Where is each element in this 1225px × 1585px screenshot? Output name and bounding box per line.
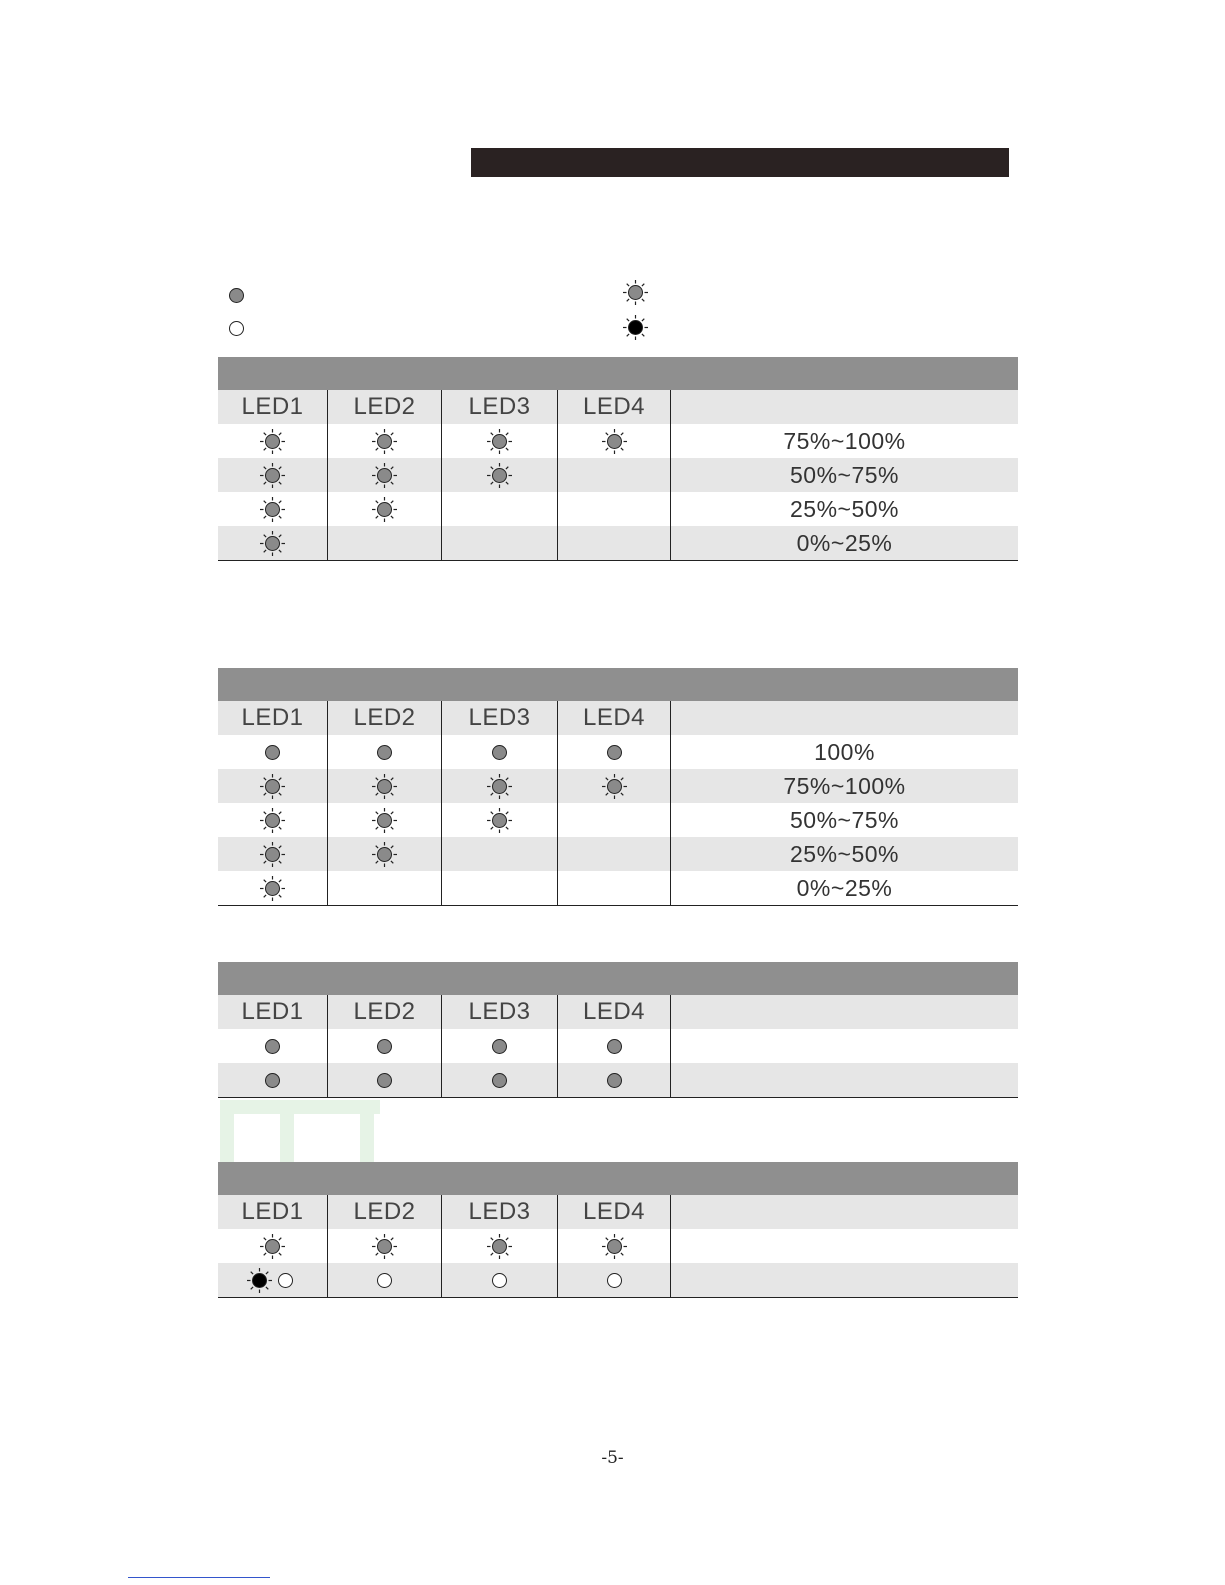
led-flash-icon <box>376 433 393 450</box>
led-cell <box>558 871 671 905</box>
led-cell <box>328 1263 442 1297</box>
led-on-icon <box>491 1038 508 1055</box>
led-on-icon <box>376 1072 393 1089</box>
led-on-icon <box>606 1072 623 1089</box>
led-cell <box>328 803 442 837</box>
table-row <box>218 1063 1018 1098</box>
led-cell <box>442 1063 558 1097</box>
led-cell <box>218 458 328 492</box>
led-cell <box>442 526 558 560</box>
led-cell <box>328 769 442 803</box>
legend-red <box>627 319 644 337</box>
led-flash-icon <box>264 812 281 829</box>
led-cell <box>442 458 558 492</box>
table-header-row <box>218 390 1018 424</box>
led-flash-icon <box>376 1238 393 1255</box>
led-cell <box>328 526 442 560</box>
led-cell <box>442 1029 558 1063</box>
led-cell <box>558 735 671 769</box>
led-cell <box>558 1263 671 1297</box>
led-cell <box>328 458 442 492</box>
charge-level-label: 75%~100% <box>783 772 906 799</box>
led-flash-icon <box>491 467 508 484</box>
table-row <box>218 526 1018 561</box>
led-flash-icon <box>491 778 508 795</box>
led-cell <box>442 871 558 905</box>
led-cell <box>442 1229 558 1263</box>
led-red-flash-icon <box>627 319 644 336</box>
column-header: LED2 <box>353 1198 416 1225</box>
table-row <box>218 1263 1018 1298</box>
led-flash-icon <box>376 501 393 518</box>
column-header: LED1 <box>241 393 304 420</box>
column-header: LED1 <box>241 1198 304 1225</box>
column-header: LED1 <box>241 704 304 731</box>
led-cell <box>328 1229 442 1263</box>
led-cell <box>442 492 558 526</box>
led-flash-icon <box>264 433 281 450</box>
led-cell <box>218 526 328 560</box>
charge-level-label: 25%~50% <box>790 495 899 522</box>
table-title-bar <box>218 962 1018 995</box>
led-on-icon <box>376 744 393 761</box>
led-flash-icon <box>606 1238 623 1255</box>
column-header: LED1 <box>241 998 304 1025</box>
led-table-2 <box>218 668 1018 906</box>
column-header: LED2 <box>353 704 416 731</box>
led-flash-icon <box>376 812 393 829</box>
table-row <box>218 1029 1018 1063</box>
led-cell <box>558 458 671 492</box>
table-row <box>218 871 1018 906</box>
led-cell <box>442 1263 558 1297</box>
table-row <box>218 803 1018 837</box>
led-off-icon <box>606 1272 623 1289</box>
led-on-icon <box>606 744 623 761</box>
led-cell <box>442 803 558 837</box>
page-number: -5- <box>601 1448 624 1468</box>
led-cell <box>558 1229 671 1263</box>
charge-level-label: 0%~25% <box>796 874 893 901</box>
column-header: LED2 <box>353 393 416 420</box>
table-header-row <box>218 1195 1018 1229</box>
led-red-flash-icon <box>251 1272 268 1289</box>
led-flash-icon <box>264 535 281 552</box>
led-flash-icon <box>376 846 393 863</box>
table-row <box>218 837 1018 871</box>
led-cell <box>218 1229 328 1263</box>
charge-level-label: 25%~50% <box>790 840 899 867</box>
led-flash-icon <box>491 1238 508 1255</box>
led-cell <box>558 803 671 837</box>
led-cell <box>558 837 671 871</box>
table-header-row <box>218 995 1018 1029</box>
led-cell <box>558 1063 671 1097</box>
led-cell <box>558 424 671 458</box>
charge-level-label: 100% <box>814 738 875 765</box>
legend-off <box>228 320 245 338</box>
column-header: LED4 <box>582 1198 646 1225</box>
led-on-icon <box>606 1038 623 1055</box>
legend-on <box>228 287 245 305</box>
table-row <box>218 492 1018 526</box>
led-flash-icon <box>606 433 623 450</box>
led-flash-icon <box>491 433 508 450</box>
column-header: LED3 <box>468 998 531 1025</box>
charge-level-label: 50%~75% <box>790 806 899 833</box>
table-row <box>218 458 1018 492</box>
led-flash-icon <box>264 467 281 484</box>
column-header: LED4 <box>582 998 646 1025</box>
led-cell <box>558 1029 671 1063</box>
column-header: LED3 <box>468 393 531 420</box>
led-flash-icon <box>264 880 281 897</box>
led-cell <box>218 803 328 837</box>
table-row <box>218 424 1018 458</box>
led-cell <box>328 871 442 905</box>
led-table-1 <box>218 357 1018 561</box>
led-cell <box>442 424 558 458</box>
led-cell <box>558 769 671 803</box>
led-flash-icon <box>491 812 508 829</box>
led-cell <box>218 871 328 905</box>
led-cell <box>218 837 328 871</box>
led-cell <box>218 769 328 803</box>
led-on-icon <box>264 744 281 761</box>
section-title-bar <box>471 148 1009 177</box>
led-cell <box>558 492 671 526</box>
led-off-icon <box>491 1272 508 1289</box>
led-flash-icon <box>264 846 281 863</box>
table-title-bar <box>218 357 1018 390</box>
led-cell <box>218 1029 328 1063</box>
led-on-icon <box>228 287 245 304</box>
footer-rule <box>128 1577 270 1578</box>
led-cell <box>442 769 558 803</box>
led-cell <box>218 492 328 526</box>
led-cell <box>442 837 558 871</box>
led-on-icon <box>264 1072 281 1089</box>
led-off-icon <box>277 1272 294 1289</box>
led-on-icon <box>264 1038 281 1055</box>
led-cell <box>218 1263 328 1297</box>
led-on-icon <box>491 744 508 761</box>
table-row <box>218 735 1018 769</box>
led-flash-icon <box>376 467 393 484</box>
led-cell <box>442 735 558 769</box>
led-on-icon <box>376 1038 393 1055</box>
charge-level-label: 75%~100% <box>783 427 906 454</box>
led-flash-icon <box>264 778 281 795</box>
table-title-bar <box>218 1162 1018 1195</box>
led-cell <box>218 735 328 769</box>
led-cell <box>328 1029 442 1063</box>
led-cell <box>328 837 442 871</box>
column-header: LED2 <box>353 998 416 1025</box>
led-flash-icon <box>264 501 281 518</box>
led-cell <box>218 1063 328 1097</box>
led-flash-icon <box>606 778 623 795</box>
table-header-row <box>218 701 1018 735</box>
led-cell <box>558 526 671 560</box>
led-flash-icon <box>264 1238 281 1255</box>
led-cell <box>328 492 442 526</box>
led-cell <box>328 735 442 769</box>
column-header: LED4 <box>582 393 646 420</box>
led-on-icon <box>491 1072 508 1089</box>
led-cell <box>218 424 328 458</box>
column-header: LED3 <box>468 1198 531 1225</box>
legend-flash <box>627 284 644 302</box>
charge-level-label: 50%~75% <box>790 461 899 488</box>
led-flash-icon <box>627 284 644 301</box>
led-off-icon <box>228 320 245 337</box>
column-header: LED4 <box>582 704 646 731</box>
led-table-3 <box>218 962 1018 1098</box>
charge-level-label: 0%~25% <box>796 529 893 556</box>
led-cell <box>328 424 442 458</box>
table-title-bar <box>218 668 1018 701</box>
table-row <box>218 769 1018 803</box>
table-row <box>218 1229 1018 1263</box>
led-flash-icon <box>376 778 393 795</box>
led-off-icon <box>376 1272 393 1289</box>
column-header: LED3 <box>468 704 531 731</box>
led-table-4 <box>218 1162 1018 1298</box>
led-cell <box>328 1063 442 1097</box>
